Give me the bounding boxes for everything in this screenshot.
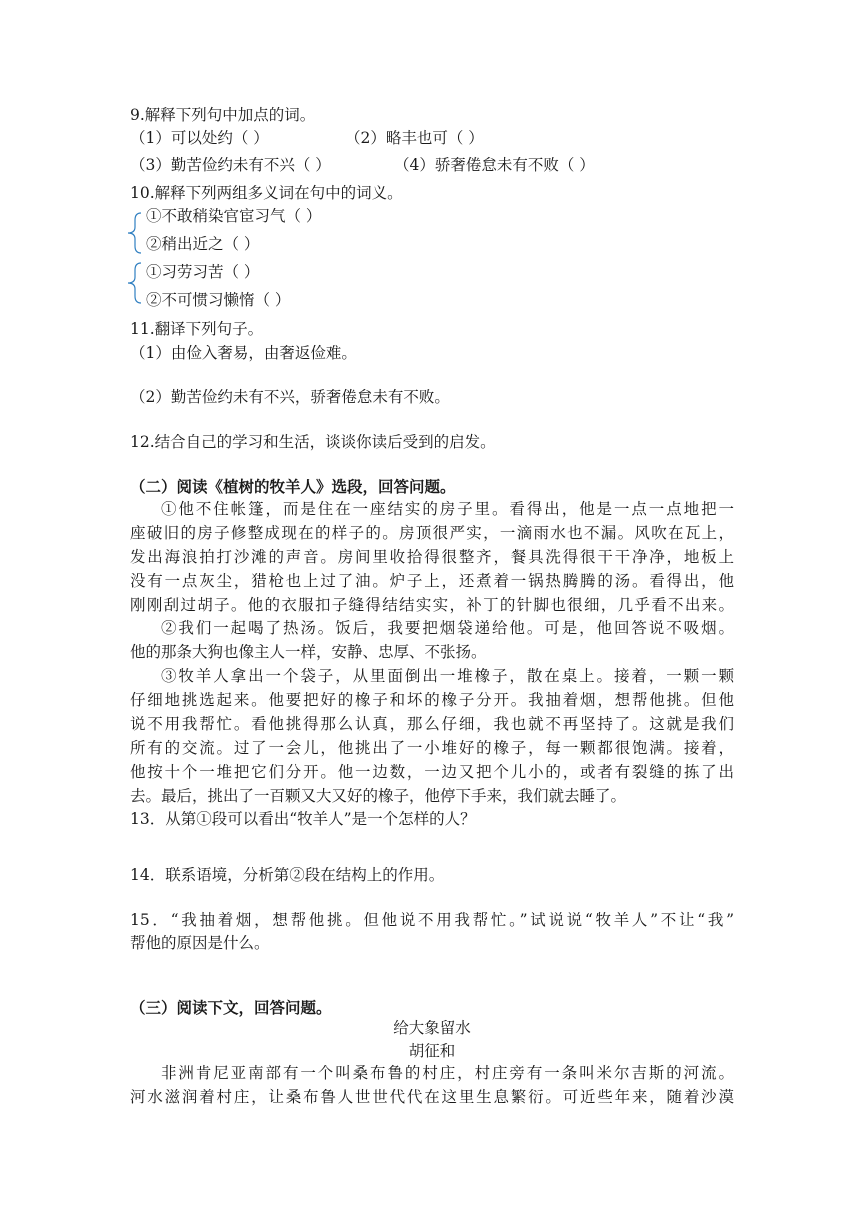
q9-title: 9.解释下列句中加点的词。 — [130, 106, 316, 124]
passage2-p3-line5: 他按十个一堆把它们分开。他一边数，一边又把个儿小的，或者有裂缝的拣了出 — [130, 763, 734, 781]
q9-item-4: （4）骄奢倦怠未有不败（ ） — [394, 156, 595, 174]
q10-group1-item1: ①不敢稍染官宦习气（ ） — [146, 207, 322, 225]
article-title: 给大象留水 — [393, 1019, 471, 1037]
passage2-p3-line1: ③牧羊人拿出一个袋子，从里面倒出一堆橡子，散在桌上。接着，一颗一颗 — [161, 667, 734, 685]
q14-title: 14．联系语境，分析第②段在结构上的作用。 — [130, 866, 445, 884]
passage2-p3-line3: 说不用我帮忙。看他挑得那么认真，那么仔细，我也就不再坚持了。这就是我们 — [130, 715, 734, 733]
passage2-p2-line2: 他的那条大狗也像主人一样，安静、忠厚、不张扬。 — [130, 643, 487, 661]
passage2-p1-line2: 座破旧的房子修整成现在的样子的。房顶很严实，一滴雨水也不漏。风吹在瓦上， — [130, 524, 734, 542]
section3-heading: （三）阅读下文，回答问题。 — [130, 998, 332, 1017]
passage2-p3-line2: 仔细地挑选起来。他要把好的橡子和坏的橡子分开。我抽着烟，想帮他挑。但他 — [130, 691, 734, 709]
passage2-p1-line5: 刚刚刮过胡子。他的衣服扣子缝得结结实实，补丁的针脚也很细，几乎看不出来。 — [130, 596, 734, 614]
q9-item-3: （3）勤苦俭约未有不兴（ ） — [130, 156, 331, 174]
passage2-p3-line4: 所有的交流。过了一会儿，他挑出了一小堆好的橡子，每一颗都很饱满。接着， — [130, 739, 734, 757]
brace-bracket-icon — [124, 210, 144, 310]
passage3-p1-line2: 河水滋润着村庄，让桑布鲁人世世代代在这里生息繁衍。可近些年来，随着沙漠 — [130, 1088, 734, 1106]
passage3-p1-line1: 非洲肯尼亚南部有一个叫桑布鲁的村庄，村庄旁有一条叫米尔吉斯的河流。 — [161, 1064, 734, 1082]
q12-title: 12.结合自己的学习和生活，谈谈你读后受到的启发。 — [130, 433, 496, 451]
passage2-p1-line4: 没有一点灰尘，猎枪也上过了油。炉子上，还煮着一锅热腾腾的汤。看得出，他 — [130, 572, 734, 590]
q11-title: 11.翻译下列句子。 — [130, 320, 264, 338]
q11-sentence-2: （2）勤苦俭约未有不兴，骄奢倦怠未有不败。 — [130, 388, 450, 406]
article-author: 胡征和 — [408, 1042, 456, 1060]
passage2-p1-line1: ①他不住帐篷，而是住在一座结实的房子里。看得出，他是一点一点地把一 — [161, 500, 734, 518]
q10-group2-item2: ②不可惯习懒惰（ ） — [146, 291, 291, 309]
passage2-p3-line6: 去。最后，挑出了一百颗又大又好的橡子，他停下手来，我们就去睡了。 — [130, 787, 627, 805]
passage2-p2-line1: ②我们一起喝了热汤。饭后，我要把烟袋递给他。可是，他回答说不吸烟。 — [161, 619, 734, 637]
q10-group2-item1: ①习劳习苦（ ） — [146, 263, 260, 281]
section2-heading: （二）阅读《植树的牧羊人》选段，回答问题。 — [130, 477, 456, 496]
q15-title-line1: 15．“我抽着烟，想帮他挑。但他说不用我帮忙。”试说说“牧羊人”不让“我” — [130, 911, 734, 929]
passage2-p1-line3: 发出海浪拍打沙滩的声音。房间里收拾得很整齐，餐具洗得很干干净净，地板上 — [130, 548, 734, 566]
q15-title-line2: 帮他的原因是什么。 — [130, 934, 270, 952]
q9-item-2: （2）略丰也可（ ） — [345, 129, 484, 147]
q9-item-1: （1）可以处约（ ） — [130, 129, 269, 147]
q10-group1-item2: ②稍出近之（ ） — [146, 235, 260, 253]
q11-sentence-1: （1）由俭入奢易，由奢返俭难。 — [130, 344, 357, 362]
q10-title: 10.解释下列两组多义词在句中的词义。 — [130, 184, 403, 202]
q13-title: 13．从第①段可以看出“牧羊人”是一个怎样的人？ — [130, 810, 476, 828]
